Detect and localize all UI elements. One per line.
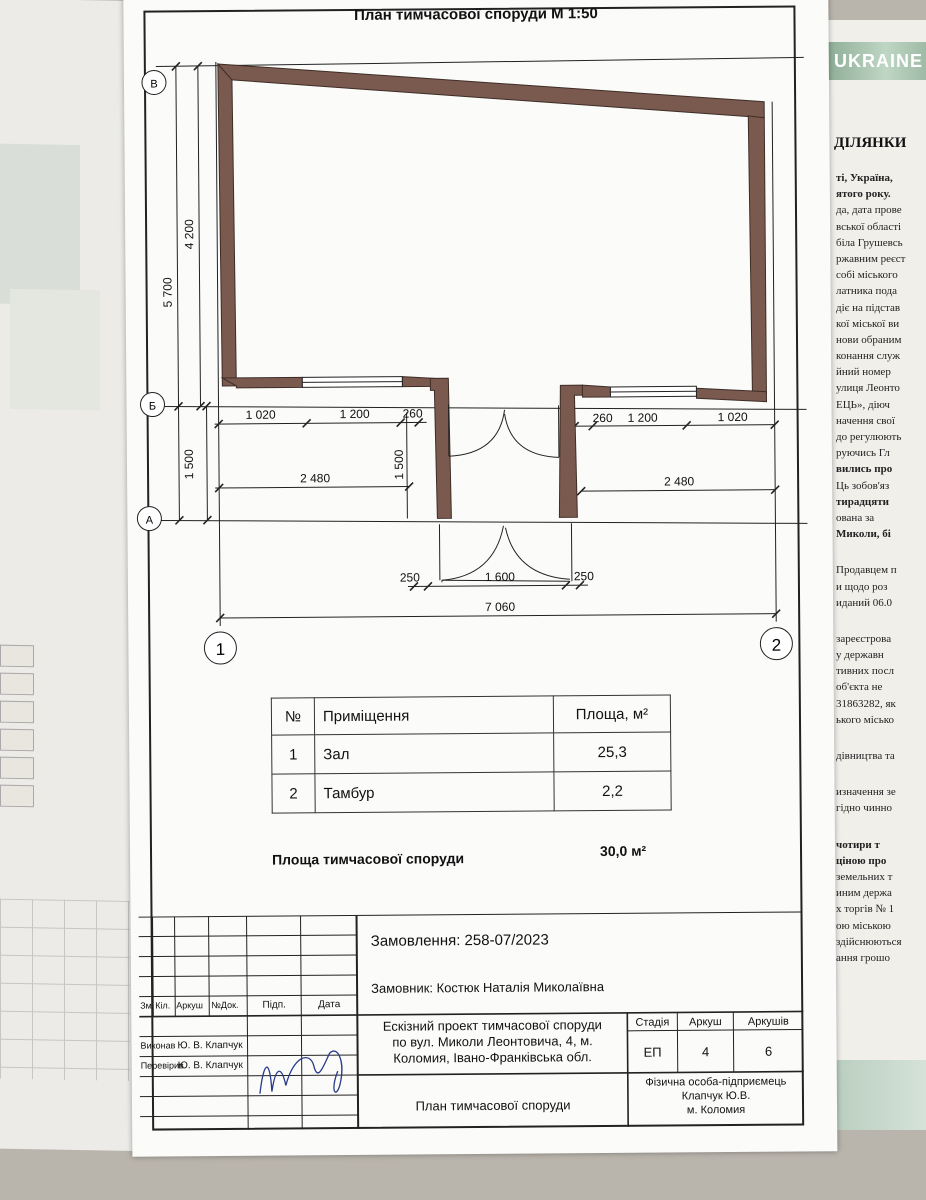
- axis-line-2: [772, 102, 776, 622]
- right-page-line: ького місько: [836, 713, 894, 726]
- stage-value: ЕП: [643, 1044, 662, 1060]
- org-line-2: Клапчук Ю.В.: [681, 1089, 751, 1103]
- left-page-map-fragment-2: [10, 289, 100, 411]
- col-ndok: №Док.: [211, 999, 239, 1011]
- right-page-line: [836, 764, 926, 784]
- dim-4200: 4 200: [182, 219, 197, 250]
- room-num: 1: [272, 735, 315, 774]
- project-line-1: Ескізний проект тимчасової споруди: [382, 1017, 602, 1034]
- right-page-line: [836, 728, 926, 748]
- right-page-line: собі міського: [836, 269, 898, 282]
- right-page-line: ті, Україна,: [836, 172, 893, 184]
- dim-260-right: 260: [592, 410, 613, 426]
- right-page-line: 31863282, як: [836, 697, 896, 710]
- right-page-line: Продавцем п: [836, 564, 897, 577]
- right-page-line: гідно чинно: [836, 802, 892, 815]
- right-page-line: Миколи, бі: [836, 528, 891, 541]
- right-page-banner: UKRAINE: [828, 42, 926, 80]
- org-line-1: Фізична особа-підприємець: [645, 1075, 787, 1089]
- right-page-line: да, дата прове: [836, 204, 902, 217]
- right-page-line: ована за: [836, 511, 875, 524]
- right-page-line: біла Грушевсь: [836, 236, 903, 249]
- col-pidp: Підп.: [262, 999, 286, 1011]
- right-page-line: иним держа: [836, 887, 892, 900]
- right-page-line: ціною про: [836, 854, 887, 867]
- right-page-line: тирадцяти: [836, 495, 889, 508]
- total-area-label: Площа тимчасової споруди: [272, 850, 465, 868]
- right-page-line: об'єкта не: [836, 681, 883, 694]
- dim-260-left: 260: [402, 406, 423, 421]
- table-row: [272, 732, 671, 774]
- right-page-line: Ць зобов'яз: [836, 479, 890, 492]
- right-page-line: ржавним реєст: [836, 252, 906, 265]
- header-area: Площа, м²: [553, 695, 670, 733]
- right-page-line: вської області: [836, 220, 902, 233]
- order-number: Замовлення: 258-07/2023: [370, 931, 549, 950]
- right-page-line: [836, 542, 926, 562]
- right-page-line: чотири т: [836, 838, 880, 851]
- org-line-3: м. Коломия: [686, 1103, 746, 1117]
- role-2: Перевірив: [140, 1060, 184, 1071]
- left-page-map-fragment: [0, 144, 80, 305]
- plan-title: План тимчасової споруди М 1:50: [353, 5, 598, 24]
- right-page-line: здійснюються: [836, 935, 902, 948]
- dim-1200-left: 1 200: [339, 406, 370, 422]
- right-page-line: руючись Гл: [836, 447, 890, 460]
- right-page-line: йний номер: [836, 366, 891, 379]
- doors: [439, 403, 572, 582]
- total-area-row: [272, 842, 672, 868]
- dim-1600: 1 600: [484, 569, 515, 584]
- walls: [218, 60, 768, 520]
- person-1: Ю. В. Клапчук: [177, 1039, 243, 1052]
- right-page-line: конання служ: [836, 350, 900, 363]
- project-line-2: по вул. Миколи Леонтовича, 4, м.: [392, 1033, 593, 1050]
- col-data: Дата: [318, 999, 341, 1011]
- axis-line-a: [159, 515, 807, 528]
- col-arkush: Аркуш: [176, 1000, 204, 1011]
- dim-250-left: 250: [399, 570, 420, 585]
- axis-marker-b: Б: [148, 400, 157, 413]
- windows: [302, 374, 696, 399]
- right-page-line: тивних посл: [836, 665, 894, 678]
- right-page: [828, 20, 926, 1130]
- table-row: [272, 771, 671, 813]
- right-page-line: х торгів № 1: [836, 903, 895, 916]
- right-page-line: [836, 817, 926, 837]
- right-page-line: кої міської ви: [836, 317, 900, 330]
- dim-2480-right: 2 480: [664, 474, 695, 489]
- right-page-line: ятого року.: [836, 188, 891, 201]
- right-page-line: до регулюють: [836, 431, 902, 443]
- project-line-3: Коломия, Івано-Франківська обл.: [393, 1049, 592, 1066]
- right-page-title: ДІЛЯНКИ: [834, 135, 907, 151]
- right-page-text: [836, 170, 926, 966]
- sheet-value: 4: [701, 1044, 710, 1060]
- header-room: Приміщення: [314, 696, 553, 735]
- axis-marker-2: 2: [771, 635, 782, 655]
- left-page-table: [0, 899, 130, 1081]
- right-page-line: ЕЦЬ», діюч: [836, 398, 890, 411]
- dim-2480-left: 2 480: [300, 471, 331, 486]
- rooms-table: [271, 694, 672, 813]
- floor-plan: [124, 21, 834, 687]
- dim-1500-left: 1 500: [181, 449, 197, 480]
- total-area-value: 30,0 м²: [599, 842, 647, 860]
- dim-1200-right: 1 200: [627, 410, 658, 425]
- right-page-line: [836, 611, 926, 631]
- room-name: Зал: [315, 733, 554, 774]
- dim-1020-right: 1 020: [717, 409, 748, 425]
- right-page-line: дівництва та: [836, 750, 895, 762]
- sheet-title: План тимчасової споруди: [415, 1097, 571, 1114]
- dimension-labels: [160, 215, 749, 617]
- signature: [260, 1051, 342, 1094]
- person-2: Ю. В. Клапчук: [177, 1059, 243, 1072]
- right-page-line: нови обраним: [836, 333, 902, 346]
- customer-name: Замовник: Костюк Наталія Миколаївна: [371, 979, 605, 996]
- left-page-legend: [0, 639, 140, 861]
- right-page-line: земельних т: [836, 870, 893, 883]
- dim-7060: 7 060: [485, 599, 516, 614]
- col-zm: Зм.: [140, 1000, 155, 1011]
- role-1: Виконав: [140, 1040, 176, 1051]
- header-num: №: [271, 698, 314, 735]
- dim-1500-vestibule: 1 500: [391, 449, 407, 480]
- col-sheet: Аркуш: [688, 1016, 722, 1029]
- axis-line-v: [156, 57, 804, 66]
- col-kil: Кіл.: [155, 1000, 171, 1011]
- room-name: Тамбур: [315, 772, 554, 813]
- right-page-line: у державн: [836, 649, 884, 662]
- rooms-table-header: [271, 695, 670, 735]
- right-page-line: иданий 06.0: [836, 596, 893, 609]
- dim-5700: 5 700: [160, 277, 175, 308]
- right-page-line: діє на підстав: [836, 301, 901, 314]
- right-page-line: вились про: [836, 463, 893, 476]
- room-area: 25,3: [554, 732, 671, 772]
- right-page-line: улиця Леонто: [836, 382, 900, 395]
- axis-marker-a: А: [145, 514, 154, 527]
- axis-marker-1: 1: [215, 639, 226, 660]
- right-page-line: ою міською: [836, 919, 891, 932]
- room-area: 2,2: [554, 771, 671, 811]
- right-page-security-strip: [828, 1060, 926, 1130]
- sheets-value: 6: [764, 1043, 773, 1059]
- right-page-line: и щодо роз: [836, 580, 888, 593]
- col-stage: Стадія: [635, 1016, 670, 1029]
- dim-1020-left: 1 020: [245, 407, 276, 422]
- drawing-sheet: [123, 0, 837, 1157]
- right-page-line: начення свої: [836, 414, 895, 427]
- axis-marker-v: В: [150, 78, 158, 91]
- right-page-line: зареєстрова: [836, 632, 892, 645]
- right-page-line: изначення зе: [836, 786, 896, 799]
- room-num: 2: [272, 774, 315, 813]
- col-sheets: Аркушів: [747, 1015, 789, 1028]
- right-page-line: латника пода: [836, 285, 898, 298]
- right-page-line: ання грошо: [836, 951, 890, 964]
- dim-250-right: 250: [573, 569, 594, 584]
